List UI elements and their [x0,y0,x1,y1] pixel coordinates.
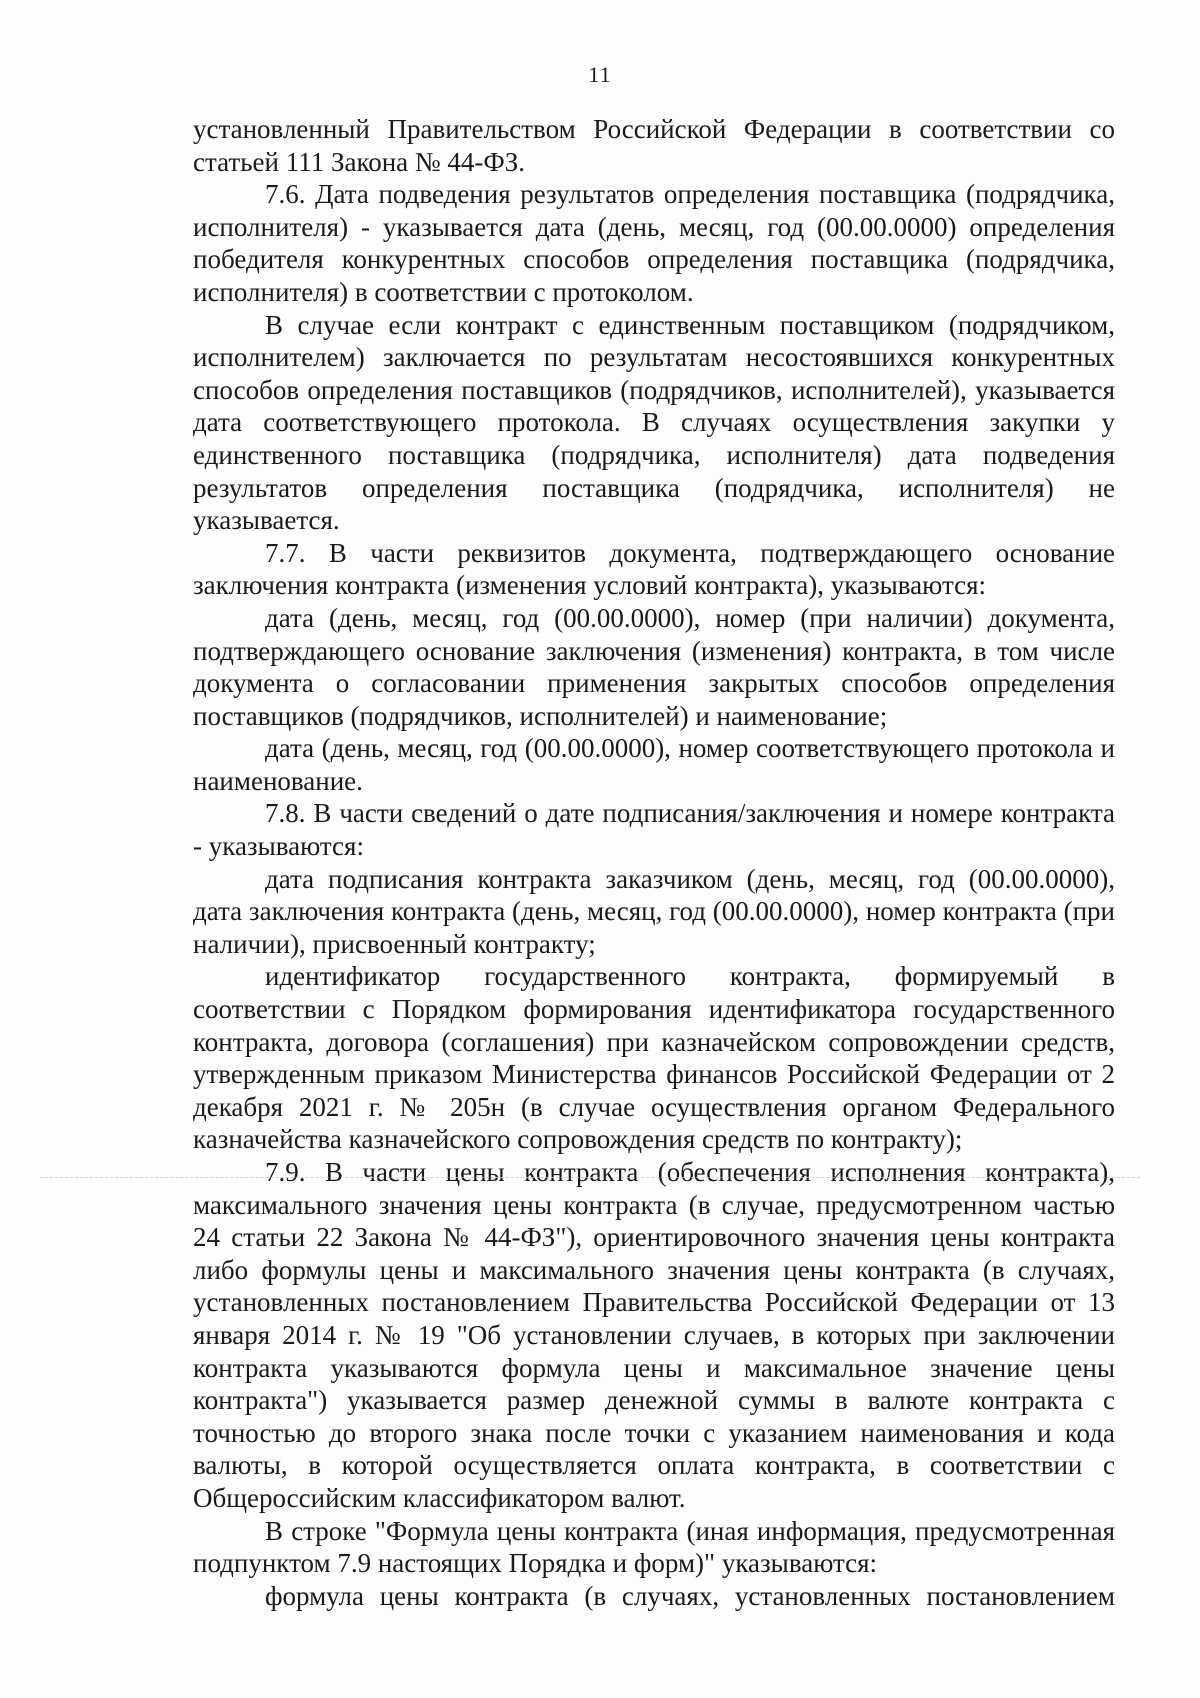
paragraph-price-formula: формула цены контракта (в случаях, установленных постановлением [265,1580,1115,1611]
scan-artifact-line [40,1177,1140,1178]
paragraph-7-7: 7.7. В части реквизитов документа, подтверждающего основание заключения контракта (изменения условий контракта), указываются: [193,537,1115,601]
paragraph-7-8-identifier: идентификатор государственного контракта, формируемый в соответствии с Порядком формирования идентификатора государственного контракта, договора (соглашения) при казначейском сопровождении средств, утвержденным приказом Министерства финансов Российской Федерации от 2 декабря 2021 г. № 205н (в случае осуществления органом Федерального казначейства казначейского сопровождения средств по контракту); [193,961,1115,1155]
paragraph-continuation: установленный Правительством Российской Федерации в соответствии со статьей 111 Закона № 44-ФЗ. [193,114,1115,177]
paragraph-7-9: 7.9. В части цены контракта (обеспечения исполнения контракта), максимального значения цены контракта (в случае, предусмотренном частью 24 статьи 22 Закона № 44-ФЗ"), ориентировочного значения цены контракта либо формулы цены и максимального значения цены контракта (в случаях, установленных постановлением Правительства Российской Федерации от 13 января 2014 г. № 19 "Об установлении случаев, в которых при заключении контракта указываются формула цены и максимальное значение цены контракта") указывается размер денежной суммы в валюте контракта с точностью до второго знака после точки с указанием наименования и кода валюты, в которой осуществляется оплата контракта, в соответствии с Общероссийским классификатором валют. [193,1157,1115,1513]
document-body [193,113,1115,1612]
paragraph-7-7-document-date: дата (день, месяц, год (00.00.0000), номер (при наличии) документа, подтверждающего основание заключения (изменения) контракта, в том числе документа о согласовании применения закрытых способов определения поставщиков (подрядчиков, исполнителей) и наименование; [193,602,1115,731]
page-number: 11 [588,62,612,87]
paragraph-7-8: 7.8. В части сведений о дате подписания/заключения и номере контракта - указываются: [193,798,1115,862]
paragraph-sole-supplier: В случае если контракт с единственным поставщиком (подрядчиком, исполнителем) заключается по результатам несостоявшихся конкурентных способов определения поставщиков (подрядчиков, исполнителей), указывается дата соответствующего протокола. В случаях осуществления закупки у единственного поставщика (подрядчика, исполнителя) дата подведения результатов определения поставщика (подрядчика, исполнителя) не указывается. [193,309,1115,536]
paragraph-7-6: 7.6. Дата подведения результатов определения поставщика (подрядчика, исполнителя) - указывается дата (день, месяц, год (00.00.0000) определения победителя конкурентных способов определения поставщика (подрядчика, исполнителя) в соответствии с протоколом. [193,179,1115,307]
paragraph-7-8-signing-date: дата подписания контракта заказчиком (день, месяц, год (00.00.0000), дата заключения контракта (день, месяц, год (00.00.0000), номер контракта (при наличии), присвоенный контракту; [193,863,1115,959]
paragraph-7-7-protocol-date: дата (день, месяц, год (00.00.0000), номер соответствующего протокола и наименование. [193,733,1115,796]
paragraph-price-formula-row: В строке "Формула цены контракта (иная информация, предусмотренная подпунктом 7.9 настоящих Порядка и форм)" указываются: [193,1515,1115,1579]
